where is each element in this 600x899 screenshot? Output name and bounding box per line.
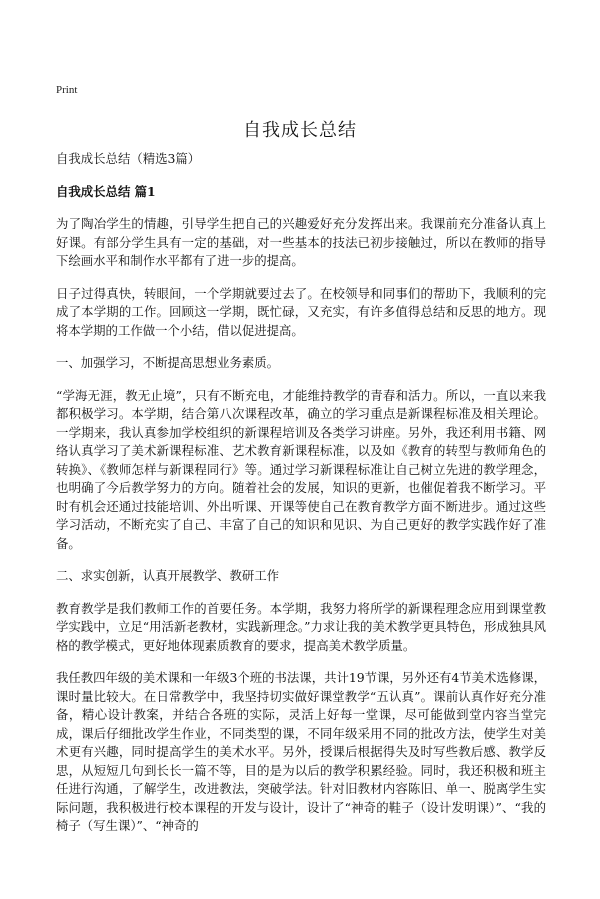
document-subtitle: 自我成长总结（精选3篇）: [56, 151, 201, 166]
subheading-1: 一、加强学习，不断提高思想业务素质。: [56, 355, 280, 370]
paragraph-3: “学海无涯，教无止境”，只有不断充电，才能维持教学的青春和活力。所以，一直以来我都积极学习。本学期，结合第八次课程改革，确立的学习重点是新课程标准及相关理论。一学期来，我认真参加学校组织的新课程培训及各类学习讲座。另外，我还利用书籍、网络认真学习了美术新课程标准、艺术教育新课程标准，以及如《教育的转型与教师角色的转换》、《教师怎样与新课程同行》等。通过学习新课程标准让自己树立先进的教学理念，也明确了今后教学努力的方向。随着社会的发展，知识的更新，也催促着我不断学习。平时有机会还通过技能培训、外出听课、开课等使自己在教育教学方面不断进步。通过这些学习活动，不断充实了自己、丰富了自己的知识和见识、为自己更好的教学实践作好了准备。: [56, 387, 546, 551]
paragraph-1: 为了陶冶学生的情趣，引导学生把自己的兴趣爱好充分发挥出来。我课前充分准备认真上好课。有部分学生具有一定的基础，对一些基本的技法已初步接触过，所以在教师的指导下绘画水平和制作水平都有了进一步的提高。: [56, 216, 546, 268]
paragraph-5: 我任教四年级的美术课和一年级3个班的书法课，共计19节课，另外还有4节美术选修课，课时量比较大。在日常教学中，我坚持切实做好课堂教学“五认真”。课前认真作好充分准备，精心设计教案，并结合各班的实际，灵活上好每一堂课，尽可能做到堂内容当堂完成，课后仔细批改学生作业，不同类型的课，不同年级采用不同的批改方法，使学生对美术更有兴趣，同时提高学生的美术水平。另外，授课后根据得失及时写些教后感、教学反思，从短短几句到长长一篇不等，目的是为以后的教学积累经验。同时，我还积极和班主任进行沟通，了解学生，改进教法，突破学法。针对旧教材内容陈旧、单一、脱离学生实际问题，我积极进行校本课程的开发与设计，设计了“神奇的鞋子（设计发明课）”、“我的椅子（写生课）”、“神奇的: [56, 670, 546, 833]
document-body: [56, 150, 546, 850]
section-heading: 自我成长总结 篇1: [56, 183, 156, 199]
paragraph-4: 教育教学是我们教师工作的首要任务。本学期，我努力将所学的新课程理念应用到课堂教学实践中，立足“用活新老教材，实践新理念。”力求让我的美术教学更具特色，形成独具风格的教学模式，更好地体现素质教育的要求，提高美术教学质量。: [56, 600, 546, 653]
paragraph-2: 日子过得真快，转眼间，一个学期就要过去了。在校领导和同事们的帮助下，我顺利的完成了本学期的工作。回顾这一学期，既忙碌，又充实，有许多值得总结和反思的地方。现将本学期的工作做一个小结，借以促进提高。: [56, 285, 546, 338]
subheading-2: 二、求实创新，认真开展教学、教研工作: [56, 568, 280, 583]
print-label: Print: [56, 84, 78, 96]
document-title: 自我成长总结: [243, 120, 357, 141]
